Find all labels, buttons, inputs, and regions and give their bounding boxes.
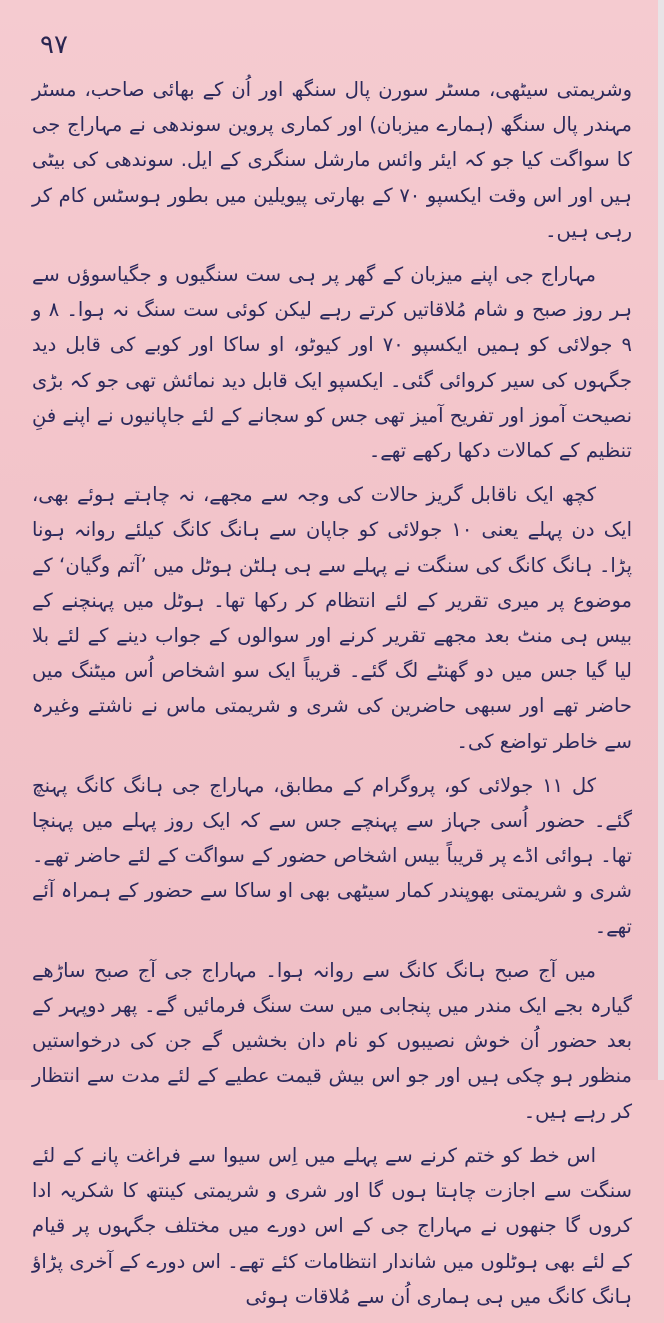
letter-body [32, 72, 632, 1323]
paragraph: اس خط کو ختم کرنے سے پہلے میں اِس سیوا سے فراغت پانے کے لئے سنگت سے اجازت چاہتا ہوں گا اور شری و شریمتی کینتھ کا شکریہ ادا کروں گا جنھوں نے مہاراج جی کے اس دورے میں مختلف جگہوں پر قیام کے لئے بھی ہوٹلوں میں شاندار انتظامات کئے تھے۔ اس دورے کے آخری پڑاؤ ہانگ کانگ میں ہی ہماری اُن سے مُلاقات ہوئی [32, 1143, 632, 1308]
paragraph: وشریمتی سیٹھی، مسٹر سورن پال سنگھ اور اُن کے بھائی صاحب، مسٹر مہندر پال سنگھ (ہمارے میزبان) اور کماری پروین سوندھی نے مہاراج جی کا سواگت کیا جو کہ ایئر وائس مارشل سنگری کے ایل. سوندھی کی بیٹی ہیں اور اس وقت ایکسپو ۷۰ کے بھارتی پیویلین میں بطور ہوسٹس کام کر رہی ہیں۔ [32, 78, 632, 242]
page-number: ۹۷ [40, 30, 68, 60]
paragraph: کل ۱۱ جولائی کو، پروگرام کے مطابق، مہاراج جی ہانگ کانگ پہنچ گئے۔ حضور اُسی جہاز سے پہنچے جس سے کہ ایک روز پہلے میں پہنچا تھا۔ ہوائی اڈے پر قریباً بیس اشخاص حضور کے سواگت کے لئے حاضر تھے۔ شری و شریمتی بھوپندر کمار سیٹھی بھی او ساکا سے حضور کے ہمراہ آئے تھے۔ [32, 773, 632, 938]
page-edge [658, 0, 664, 1080]
paragraph: میں آج صبح ہانگ کانگ سے روانہ ہوا۔ مہاراج جی آج صبح ساڑھے گیارہ بجے ایک مندر میں پنجابی میں ست سنگ فرمائیں گے۔ پھر دوپہر کے بعد حضور اُن خوش نصیبوں کو نام دان بخشیں گے جن کی درخواستیں منظور ہو چکی ہیں اور جو اس بیش قیمت عطیے کے لئے مدت سے انتظار کر رہے ہیں۔ [32, 958, 632, 1123]
paragraph: کچھ ایک ناقابل گریز حالات کی وجہ سے مجھے، نہ چاہتے ہوئے بھی، ایک دن پہلے یعنی ۱۰ جولائی کو جاپان سے ہانگ کانگ کیلئے روانہ ہونا پڑا۔ ہانگ کانگ کی سنگت نے پہلے سے ہی ہلٹن ہوٹل میں ’آتم وگیان‘ کے موضوع پر میری تقریر کے لئے انتظام کر رکھا تھا۔ ہوٹل میں پہنچنے کے بیس ہی منٹ بعد مجھے تقریر کرنے اور سوالوں کے جواب دینے کے لئے بلا لیا گیا جس میں دو گھنٹے لگ گئے۔ قریباً ایک سو اشخاص اُس میٹنگ میں حاضر تھے اور سبھی حاضرین کی شری و شریمتی ماس نے ناشتے وغیرہ سے خاطر تواضع کی۔ [32, 483, 632, 753]
paragraph: مہاراج جی اپنے میزبان کے گھر پر ہی ست سنگیوں و جگیاسوؤں سے ہر روز صبح و شام مُلاقاتیں کرتے رہے لیکن کوئی ست سنگ نہ ہوا۔ ۸ و ۹ جولائی کو ہمیں ایکسپو ۷۰ اور کیوٹو، او ساکا اور کوبے کی قابل دید جگہوں کی سیر کروائی گئی۔ ایکسپو ایک قابل دید نمائش تھی جو کہ بڑی نصیحت آموز اور تفریح آمیز تھی جس کو سجانے کے لئے جاپانیوں نے اپنے فنِ تنظیم کے کمالات دکھا رکھے تھے۔ [32, 263, 632, 463]
